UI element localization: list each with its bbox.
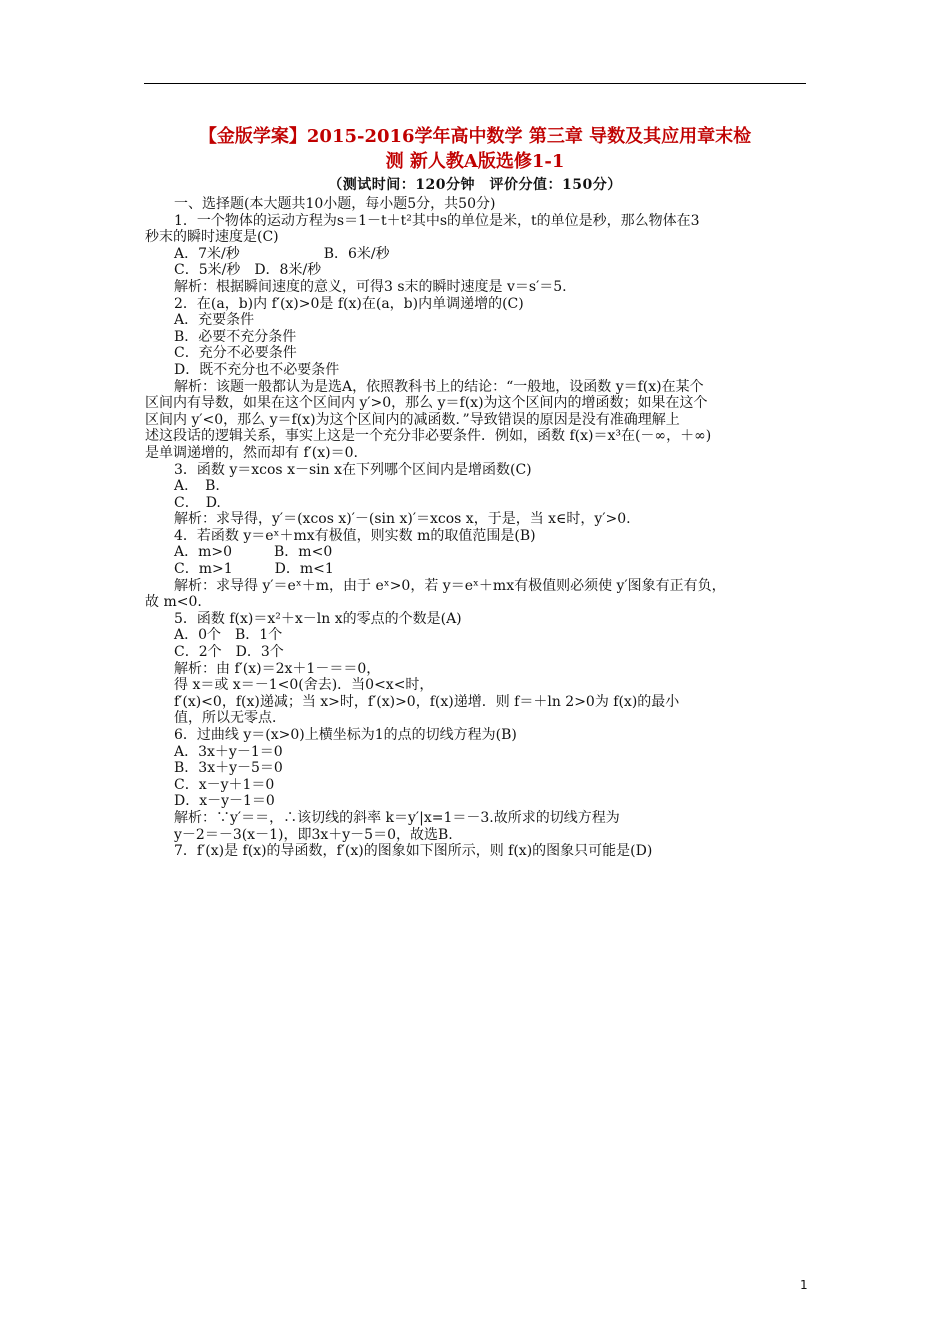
text-line: 解析：该题一般都认为是选A，依照教科书上的结论：“一般地，设函数 y＝f(x)在某个 (174, 378, 704, 395)
text-line: B．必要不充分条件 (174, 328, 297, 345)
test-info: （测试时间：120分钟 评价分值：150分） (328, 177, 622, 193)
text-line: C．x－y＋1＝0 (174, 776, 275, 793)
text-line: 区间内 y′<0，那么 y＝f(x)为这个区间内的减函数．”导致错误的原因是没有准确理解上 (145, 411, 680, 428)
text-line: B．3x＋y－5＝0 (174, 760, 283, 777)
text-line: 一、选择题(本大题共10小题，每小题5分，共50分) (174, 196, 496, 212)
text-line: 解析：根据瞬间速度的意义，可得3 s末的瞬时速度是 v＝s′＝5. (174, 278, 567, 295)
text-line: 6．过曲线 y＝(x>0)上横坐标为1的点的切线方程为(B) (174, 727, 517, 743)
text-line: 秒末的瞬时速度是(C) (145, 229, 279, 246)
text-line: 2．在(a，b)内 f′(x)>0是 f(x)在(a，b)内单调递增的(C) (174, 295, 524, 312)
document-title (130, 124, 820, 174)
text-line: 解析：求导得 y′＝eˣ＋m，由于 eˣ>0，若 y＝eˣ＋mx有极值则必须使 y′图象有正有负， (174, 577, 726, 594)
document-body (145, 196, 807, 860)
page-number: 1 (800, 1278, 808, 1292)
text-line: A．充要条件 (174, 312, 255, 329)
text-line: 区间内有导数，如果在这个区间内 y′>0，那么 y＝f(x)为这个区间内的增函数；如果在这个 (145, 395, 708, 412)
text-line: A．7米/秒 B．6米/秒 (174, 245, 390, 262)
text-line: C．2个 D．3个 (174, 644, 284, 661)
title-line-1: 【金版学案】2015-2016学年高中数学 第三章 导数及其应用章末检 (198, 126, 752, 147)
text-line: y－2＝－3(x－1)，即3x＋y－5＝0，故选B. (174, 826, 453, 843)
text-line: A．m>0 B．m<0 (174, 544, 333, 561)
text-line: 得 x＝或 x＝－1<0(舍去)．当0<x<时， (174, 677, 434, 694)
text-line: 故 m<0. (145, 594, 202, 611)
text-line: 述这段话的逻辑关系，事实上这是一个充分非必要条件．例如，函数 f(x)＝x³在(－∞，＋∞) (145, 428, 712, 445)
text-line: 7．f′(x)是 f(x)的导函数，f′(x)的图象如下图所示，则 f(x)的图象只可能是(D) (174, 843, 653, 860)
text-line: A． B. (174, 478, 220, 495)
text-line: A．0个 B．1个 (174, 627, 283, 644)
text-line: C．5米/秒 D．8米/秒 (174, 262, 322, 279)
text-line: f′(x)<0，f(x)递减；当 x>时，f′(x)>0，f(x)递增．则 f＝＋ln 2>0为 f(x)的最小 (174, 693, 680, 710)
title-line-2: 测 新人教A版选修1-1 (385, 151, 565, 172)
text-line: 5．函数 f(x)＝x²＋x－ln x的零点的个数是(A) (174, 610, 462, 627)
header-rule (144, 83, 806, 84)
text-line: 解析：∵y′＝＝，∴该切线的斜率 k＝y′|x=1＝－3.故所求的切线方程为 (174, 809, 620, 826)
text-line: C．m>1 D．m<1 (174, 561, 334, 578)
text-line: 值，所以无零点． (174, 710, 286, 727)
text-line: C． D. (174, 494, 221, 511)
text-line: 4．若函数 y＝eˣ＋mx有极值，则实数 m的取值范围是(B) (174, 527, 536, 544)
text-line: 解析：由 f′(x)＝2x＋1－＝＝0， (174, 660, 381, 677)
text-line: C．充分不必要条件 (174, 345, 297, 362)
text-line: A．3x＋y－1＝0 (174, 743, 283, 760)
text-line: 3．函数 y＝xcos x－sin x在下列哪个区间内是增函数(C) (174, 461, 532, 478)
text-line: 解析：求导得，y′＝(xcos x)′－(sin x)′＝xcos x，于是，当 x∈时，y′>0. (174, 511, 631, 528)
text-line: 1．一个物体的运动方程为s＝1－t＋t²其中s的单位是米，t的单位是秒，那么物体在3 (174, 212, 700, 229)
text-line: 是单调递增的，然而却有 f′(x)＝0. (145, 444, 358, 461)
text-line: D．既不充分也不必要条件 (174, 361, 340, 378)
text-line: D．x－y－1＝0 (174, 793, 275, 810)
